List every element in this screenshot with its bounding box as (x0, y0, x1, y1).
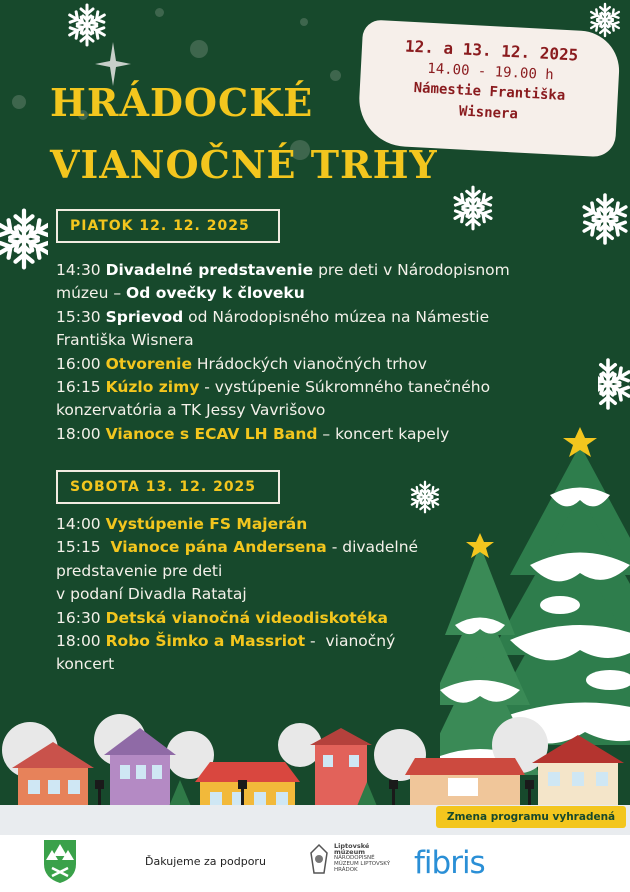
event-title: Divadelné predstavenie (105, 261, 314, 279)
event-desc: múzeu – (56, 284, 127, 303)
badge-time: 14.00 - 19.00 h (426, 60, 555, 84)
event-desc: pre deti v Národopisnom (313, 261, 510, 279)
event-desc: – koncert kapely (317, 424, 450, 443)
time-text: 14:30 (56, 261, 106, 279)
friday-schedule (56, 259, 510, 446)
museum-subtitle: NÁRODOPISNÉ MÚZEUM LIPTOVSKÝ HRÁDOK (334, 855, 391, 873)
snowflake-icon (598, 352, 630, 416)
schedule-line (56, 329, 510, 352)
title-line-1: HRÁDOCKÉ (50, 80, 314, 125)
time-text: 16:30 (56, 608, 106, 627)
badge-dates: 12. a 13. 12. 2025 (404, 36, 579, 65)
event-desc: konzervatória a TK Jessy Vavrišovo (56, 401, 326, 420)
museum-logo-icon (308, 843, 330, 877)
schedule-line (56, 513, 418, 536)
event-desc: od Národopisného múzea na Námestie (183, 307, 490, 326)
schedule-line (56, 282, 510, 305)
schedule-line (56, 353, 510, 376)
time-text: 15:15 (56, 538, 111, 557)
sponsor-logo: fibris (414, 845, 485, 881)
snowflake-icon (0, 206, 48, 272)
museum-name: Liptovské múzeum (334, 842, 370, 856)
town-crest-icon (42, 838, 78, 884)
snowflake-icon (580, 188, 630, 250)
museum-logo-text (334, 843, 394, 873)
time-text: 14:00 (56, 515, 106, 533)
schedule-line (56, 653, 418, 676)
time-text: 16:00 (56, 354, 106, 373)
schedule-line (56, 536, 418, 559)
event-title: Sprievod (105, 307, 184, 326)
event-title: Otvorenie (105, 354, 192, 373)
program-change-notice: Zmena programu vyhradená (436, 806, 626, 828)
badge-place-2: Wisnera (458, 103, 519, 123)
event-desc: - vystúpenie Súkromného tanečného (199, 378, 491, 397)
event-title: Od ovečky k človeku (126, 284, 305, 303)
schedule-line (56, 607, 418, 630)
snowflake-icon (447, 182, 499, 234)
title-line-2: VIANOČNÉ TRHY (50, 142, 438, 187)
schedule-line (56, 560, 418, 583)
schedule-line (56, 259, 510, 282)
saturday-schedule (56, 513, 418, 677)
schedule-line (56, 306, 510, 329)
badge-place-1: Námestie Františka (413, 80, 566, 104)
event-title: Vianoce pána Andersena (110, 538, 327, 557)
schedule-line (56, 583, 418, 606)
event-desc: v podaní Divadla Ratataj (56, 585, 247, 604)
schedule-line (56, 630, 418, 653)
event-desc: Františka Wisnera (56, 331, 194, 350)
saturday-label: SOBOTA 13. 12. 2025 (56, 470, 280, 504)
date-badge-text (374, 34, 606, 130)
time-text: 16:15 (56, 378, 106, 397)
thanks-text: Ďakujeme za podporu (145, 855, 266, 868)
event-desc: - divadelné (326, 538, 419, 557)
event-title: Kúzlo zimy (105, 378, 200, 397)
schedule-line (56, 399, 510, 422)
event-title: Robo Šimko a Massriot (105, 632, 306, 651)
event-title: Vianoce s ECAV LH Band (105, 424, 318, 443)
schedule-line (56, 376, 510, 399)
snowflake-icon (406, 478, 444, 516)
event-title: Detská vianočná videodiskotéka (105, 608, 388, 627)
time-text: 18:00 (56, 424, 106, 443)
time-text: 18:00 (56, 632, 106, 651)
event-desc: koncert (56, 655, 115, 674)
time-text: 15:30 (56, 307, 106, 326)
friday-label: PIATOK 12. 12. 2025 (56, 209, 280, 243)
event-desc: Hrádockých vianočných trhov (191, 354, 427, 373)
event-desc: predstavenie pre deti (56, 561, 223, 580)
event-desc: - vianočný (305, 632, 396, 651)
event-title: Vystúpenie FS Majerán (105, 515, 308, 533)
